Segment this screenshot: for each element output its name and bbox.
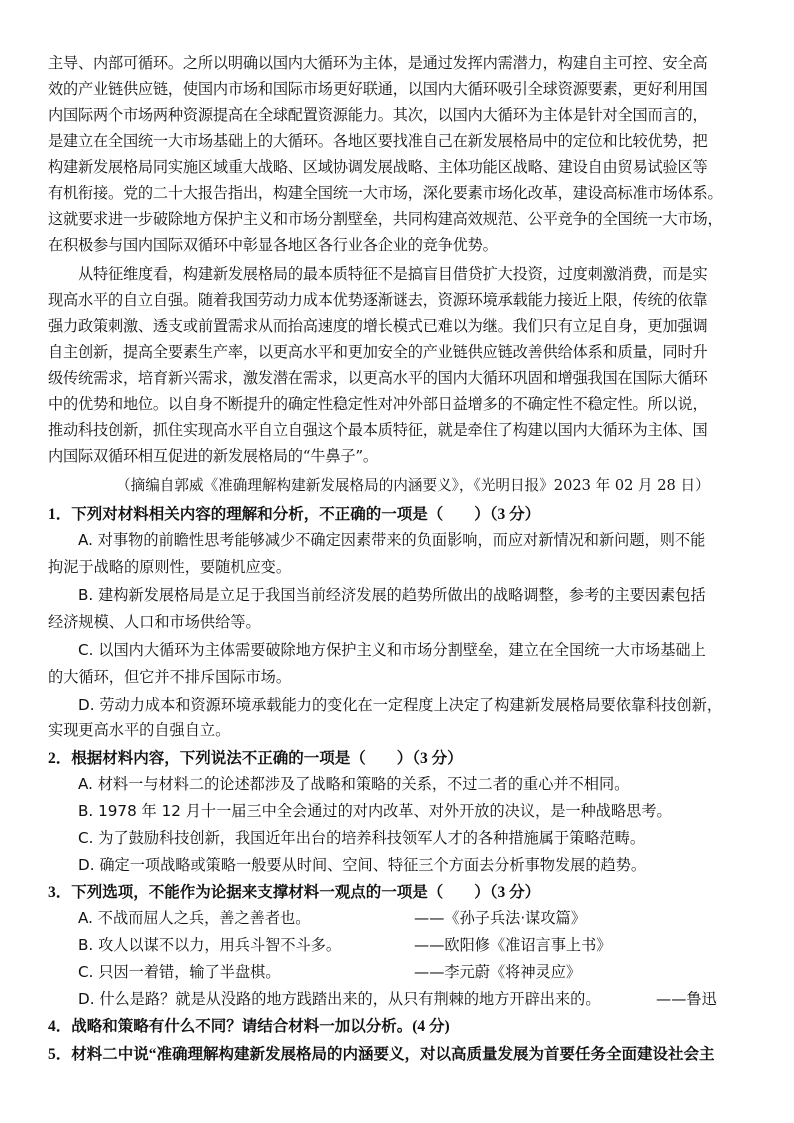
option-a-line: A. 对事物的前瞻性思考能够减少不确定因素带来的负面影响，而应对新情况和新问题，则不能 <box>78 531 706 549</box>
passage-line: 构建新发展格局同实施区域重大战略、区域协调发展战略、主体功能区战略、建设自由贸易试验区等 <box>48 158 708 176</box>
passage-line: 现高水平的自立自强。随着我国劳动力成本优势逐渐谜去，资源环境承载能力接近上限，传统的依靠 <box>48 291 708 309</box>
passage-line: 中的优势和地位。以自身不断提升的确定性稳定性对冲外部日益增多的不确定性不稳定性。所以说， <box>48 395 708 413</box>
passage-line: 在积极参与国内国际双循环中彰显各地区各行业各企业的竞争优势。 <box>48 236 498 254</box>
passage-line: 强力政策刺激、透支或前置需求从而抬高速度的增长模式已难以为继。我们只有立足自身，更加强调 <box>48 317 708 335</box>
option-d-line: D. 劳动力成本和资源环境承载能力的变化在一定程度上决定了构建新发展格局要依靠科技创新， <box>78 696 723 714</box>
option-c-reference: ——李元蔚《将神灵应》 <box>414 963 582 981</box>
passage-line: 有机衔接。党的二十大报告指出，构建全国统一大市场，深化要素市场化改革，建设高标准市场体系。 <box>48 184 723 202</box>
passage-line: 推动科技创新，抓住实现高水平自立自强这个最本质特征，就是牵住了构建以国内大循环为主体、国 <box>48 421 708 439</box>
question-stem: 3．下列选项，不能作为论据来支撑材料一观点的一项是（ ）（3 分） <box>48 884 541 901</box>
option-c-continued: 的大循环，但它并不排斥国际市场。 <box>48 668 291 686</box>
option-b-reference: ——欧阳修《准诏言事上书》 <box>414 936 612 954</box>
question-stem: 5．材料二中说“准确理解构建新发展格局的内涵要义，对以高质量发展为首要任务全面建设社会主 <box>48 1046 715 1063</box>
option-d-line: D. 什么是路？就是从没路的地方践踏出来的，从只有荆棘的地方开辟出来的。 <box>78 990 601 1008</box>
question-stem: 1．下列对材料相关内容的理解和分析，不正确的一项是（ ）（3 分） <box>48 506 541 523</box>
passage-line: 内国际两个市场两种资源提高在全球配置资源能力。其次，以国内大循环为主体是针对全国而言的， <box>48 106 708 124</box>
passage-line: 从特征维度看，构建新发展格局的最本质特征不是搞盲目借贷扩大投资，过度刺激消费，而是实 <box>78 265 708 283</box>
option-c-line: C. 以国内大循环为主体需要破除地方保护主义和市场分割壁垒，建立在全国统一大市场基础上 <box>78 641 706 659</box>
option-c-line: C. 为了鼓励科技创新，我国近年出台的培养科技领军人才的各种措施属于策略范畴。 <box>78 829 646 847</box>
option-a-line: A. 不战而屈人之兵，善之善者也。 <box>78 909 311 927</box>
option-a-reference: ——《孙子兵法·谋攻篇》 <box>414 909 586 927</box>
passage-line: 主导、内部可循环。之所以明确以国内大循环为主体，是通过发挥内需潜力，构建自主可控、安全高 <box>48 54 708 72</box>
passage-line: 内国际双循环相互促进的新发展格局的“牛鼻子”。 <box>48 447 378 465</box>
option-b-continued: 经济规模、人口和市场供给等。 <box>48 613 261 631</box>
option-d-line: D. 确定一项战略或策略一般要从时间、空间、特征三个方面去分析事物发展的趋势。 <box>78 856 647 874</box>
passage-line: 级传统需求，培育新兴需求，激发潜在需求，以更高水平的国内大循环巩固和增强我国在国际大循环 <box>48 369 708 387</box>
passage-line: 效的产业链供应链，使国内市场和国际市场更好联通，以国内大循环吸引全球资源要素，更好利用国 <box>48 80 708 98</box>
option-d-continued: 实现更高水平的自强自立。 <box>48 721 231 739</box>
option-b-line: B. 1978 年 12 月十一届三中全会通过的对内改革、对外开放的决议，是一种战略思考。 <box>78 802 672 820</box>
passage-line: 这就要求进一步破除地方保护主义和市场分割壁垒，共同构建高效规范、公平竞争的全国统一大市场， <box>48 210 723 228</box>
option-b-line: B. 建构新发展格局是立足于我国当前经济发展的趋势所做出的战略调整，参考的主要因素包括 <box>78 586 706 604</box>
option-a-line: A. 材料一与材料二的论述都涉及了战略和策略的关系，不过二者的重心并不相同。 <box>78 775 630 793</box>
question-stem: 2．根据材料内容，下列说法不正确的一项是（ ）（3 分） <box>48 750 463 767</box>
option-b-line: B. 攻人以谋不以力，用兵斗智不斗多。 <box>78 936 342 954</box>
option-a-continued: 拘泥于战略的原则性，要随机应变。 <box>48 558 291 576</box>
passage-line: 是建立在全国统一大市场基础上的大循环。各地区要找准自己在新发展格局中的定位和比较优势，把 <box>48 132 708 150</box>
passage-line: 自主创新，提高全要素生产率，以更高水平和更加安全的产业链供应链改善供给体系和质量，同时升 <box>48 343 708 361</box>
option-d-reference: ——鲁迅 <box>656 990 717 1008</box>
question-stem: 4．战略和策略有什么不同？请结合材料一加以分析。(4 分) <box>48 1018 450 1035</box>
passage-source: （摘编自郭威《准确理解构建新发展格局的内涵要义》，《光明日报》2023 年 02 月 28 日） <box>116 477 710 494</box>
option-c-line: C. 只因一着错，输了半盘棋。 <box>78 963 281 981</box>
